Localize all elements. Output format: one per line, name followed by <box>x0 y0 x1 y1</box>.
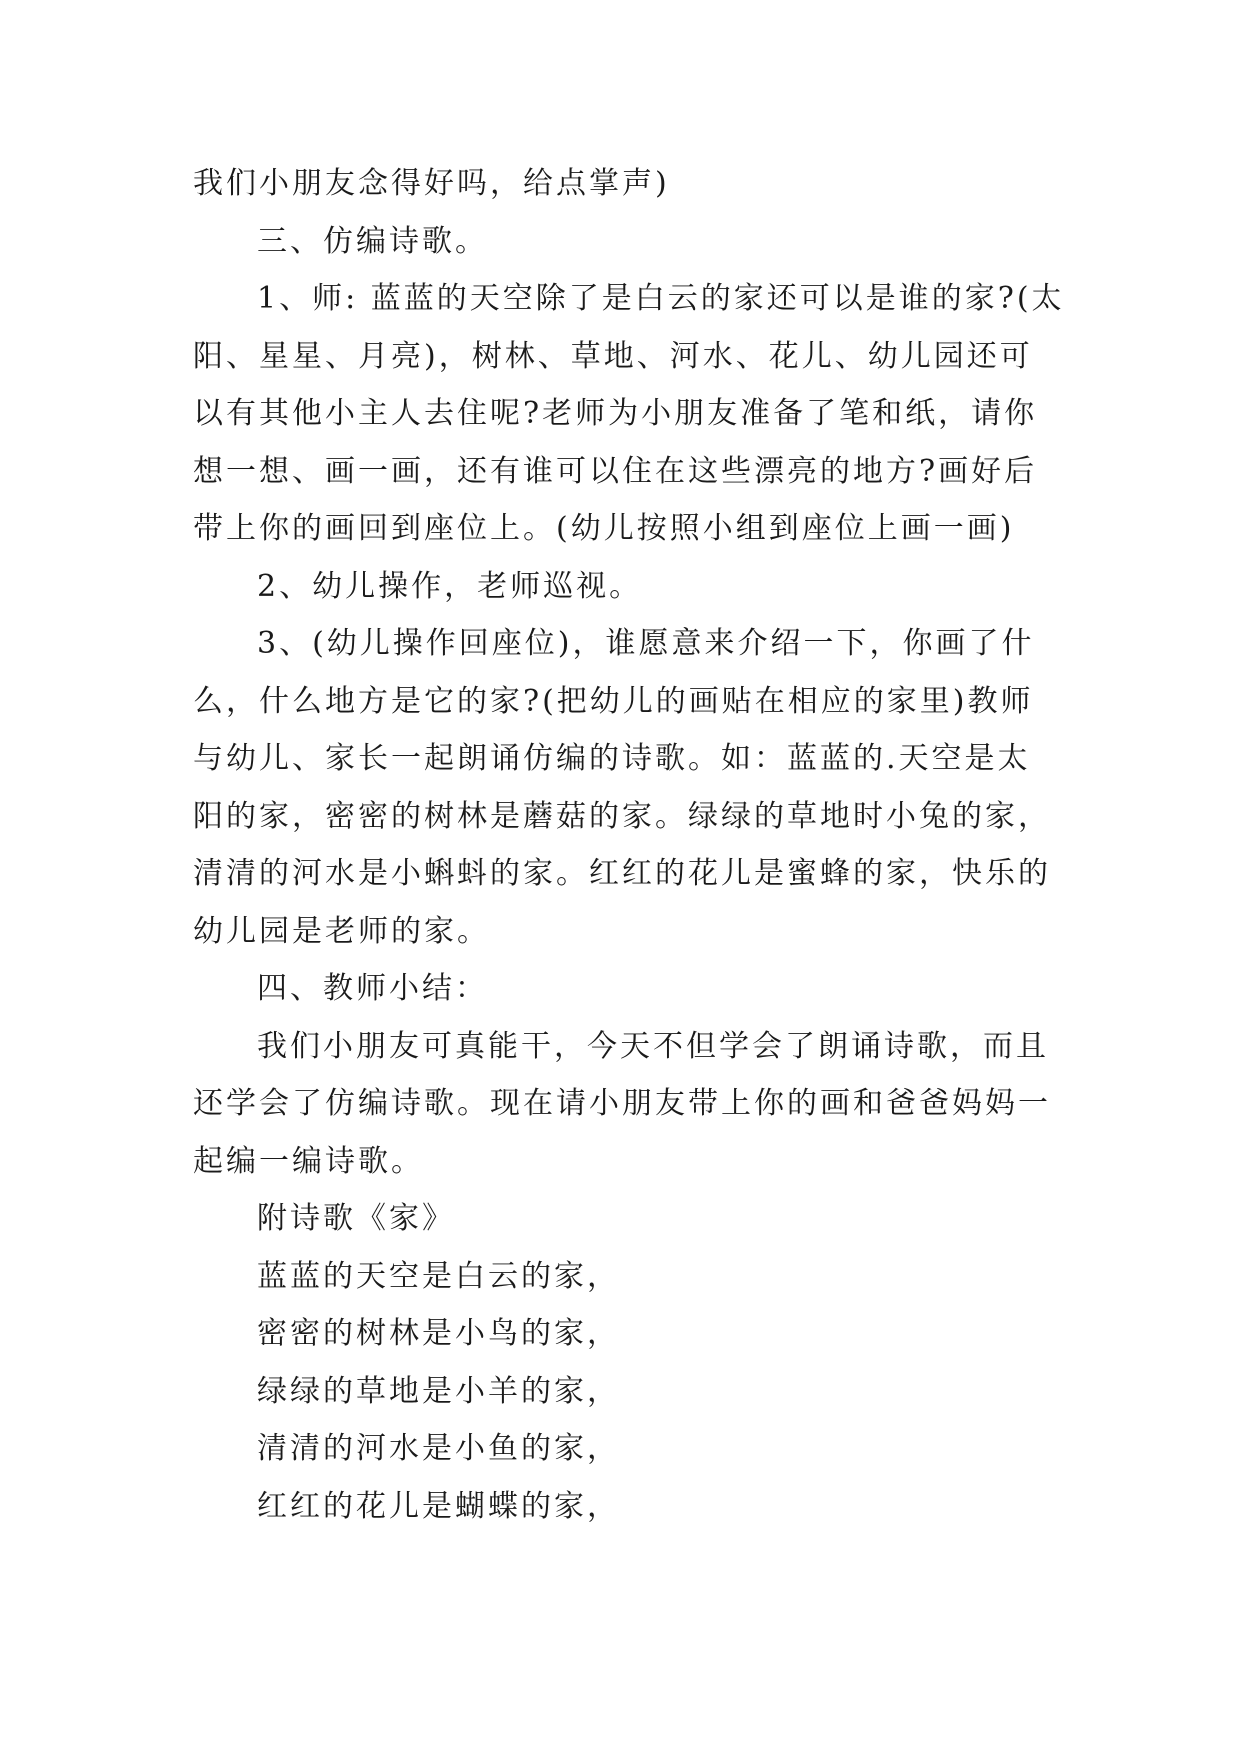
poem-line: 蓝蓝的天空是白云的家， <box>257 1258 620 1294</box>
text-line: 与幼儿、家长一起朗诵仿编的诗歌。如：蓝蓝的.天空是太 <box>193 741 1031 776</box>
text-line: 起编一编诗歌。 <box>193 1143 424 1179</box>
document-body <box>193 162 1065 1542</box>
text-line: 么，什么地方是它的家?(把幼儿的画贴在相应的家里)教师 <box>193 683 1034 719</box>
text-line: 我们小朋友念得好吗，给点掌声) <box>193 166 670 201</box>
text-line: 还学会了仿编诗歌。现在请小朋友带上你的画和爸爸妈妈一 <box>193 1086 1051 1121</box>
text-line: 2、幼儿操作，老师巡视。 <box>257 568 643 604</box>
text-line: 1、师: 蓝蓝的天空除了是白云的家还可以是谁的家?(太 <box>257 281 1065 316</box>
section-heading: 三、仿编诗歌。 <box>257 223 488 259</box>
text-line: 以有其他小主人去住呢?老师为小朋友准备了笔和纸，请你 <box>193 396 1038 431</box>
text-line: 带上你的画回到座位上。(幼儿按照小组到座位上画一画) <box>193 511 1015 546</box>
poem-line: 清清的河水是小鱼的家， <box>257 1431 620 1466</box>
text-line: 阳的家，密密的树林是蘑菇的家。绿绿的草地时小兔的家， <box>193 798 1051 834</box>
text-line: 幼儿园是老师的家。 <box>193 913 490 949</box>
poem-line: 密密的树林是小鸟的家， <box>257 1316 620 1351</box>
text-line: 清清的河水是小蝌蚪的家。红红的花儿是蜜蜂的家，快乐的 <box>193 856 1051 891</box>
section-heading: 四、教师小结： <box>257 971 488 1006</box>
text-line: 想一想、画一画，还有谁可以住在这些漂亮的地方?画好后 <box>193 453 1038 489</box>
text-line: 阳、星星、月亮)，树林、草地、河水、花儿、幼儿园还可 <box>193 338 1033 374</box>
text-line: 3、(幼儿操作回座位)，谁愿意来介绍一下，你画了什 <box>257 626 1035 661</box>
poem-line: 红红的花儿是蝴蝶的家， <box>257 1488 620 1524</box>
text-line: 我们小朋友可真能干，今天不但学会了朗诵诗歌，而且 <box>257 1028 1049 1064</box>
poem-title: 附诗歌《家》 <box>257 1201 455 1236</box>
poem-line: 绿绿的草地是小羊的家， <box>257 1373 620 1409</box>
